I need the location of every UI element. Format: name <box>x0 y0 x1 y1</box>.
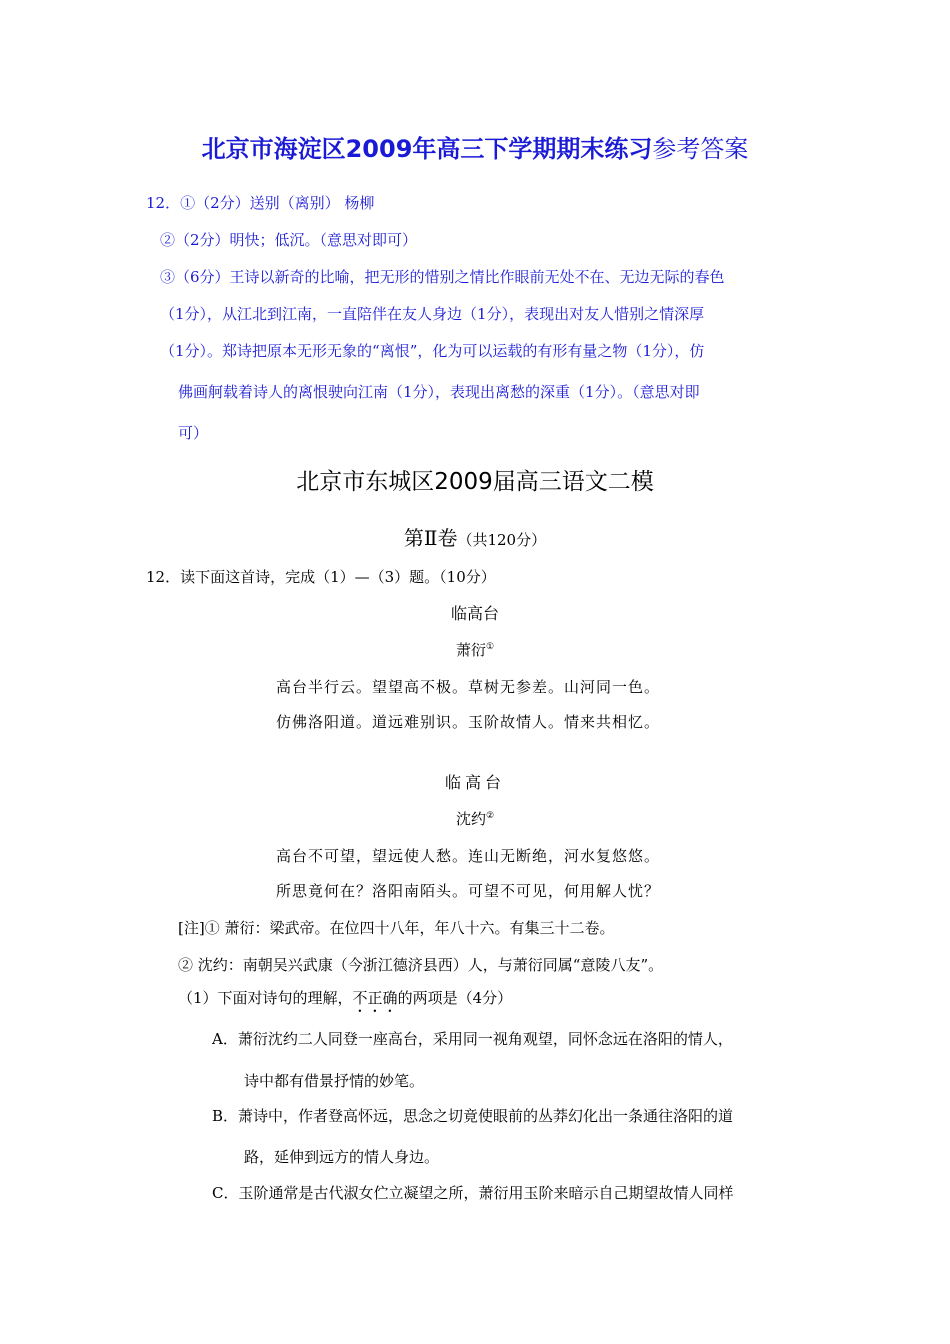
poem2-footnote-mark: ② <box>485 811 495 821</box>
option-b-line1: B．萧诗中，作者登高怀远，思念之切竟使眼前的丛莽幻化出一条通往洛阳的道 <box>212 1107 734 1125</box>
volume-main: 第Ⅱ卷 <box>403 526 458 550</box>
answer-line: 佛画舸载着诗人的离恨驶向江南（1分），表现出离愁的深重（1分）。（意思对即 <box>178 383 700 401</box>
answer-title <box>0 134 950 164</box>
answer-line: （1分），从江北到江南，一直陪伴在友人身边（1分），表现出对友人惜别之情深厚 <box>160 305 705 323</box>
poem2-title: 临高台 <box>444 773 505 792</box>
volume-sub: （共120分） <box>457 531 547 549</box>
poem2-author-name: 沈约 <box>455 810 486 828</box>
option-c-line1: C．玉阶通常是古代淑女伫立凝望之所，萧衍用玉阶来暗示自己期望故情人同样 <box>212 1184 734 1202</box>
answer-line: 12．①（2分）送别（离别） 杨柳 <box>146 194 375 212</box>
footnote-2: ② 沈约：南朝吴兴武康（今浙江德济县西）人，与萧衍同属“意陵八友”。 <box>178 956 664 974</box>
emphasis-not-correct: 不正确 <box>352 989 398 1007</box>
sub-question-1-prefix: （1）下面对诗句的理解， <box>178 989 353 1007</box>
poem1-author <box>0 640 950 660</box>
question-stem: 12．读下面这首诗，完成（1）—（3）题。（10分） <box>146 568 496 586</box>
poem2-line: 高台不可望，望远使人愁。连山无断绝，河水复悠悠。 <box>276 847 661 865</box>
answer-title-bold: 北京市海淀区2009年高三下学期期末练习 <box>201 135 653 163</box>
poem1-footnote-mark: ① <box>485 642 495 652</box>
poem1-line: 高台半行云。望望高不极。草树无参差。山河同一色。 <box>276 678 661 696</box>
footnote-1: [注]① 萧衍：梁武帝。在位四十八年，年八十六。有集三十二卷。 <box>178 919 615 937</box>
sub-question-1 <box>178 988 512 1016</box>
answer-line: 可） <box>178 424 209 442</box>
answer-line: ②（2分）明快；低沉。（意思对即可） <box>160 231 418 249</box>
poem2-author <box>0 809 950 829</box>
poem1-line: 仿佛洛阳道。道远难别识。玉阶故情人。情来共相忆。 <box>276 713 661 731</box>
volume-heading <box>0 525 950 553</box>
poem1-author-name: 萧衍 <box>455 641 486 659</box>
answer-line: （1分）。郑诗把原本无形无象的“离恨”，化为可以运载的有形有量之物（1分），仿 <box>160 342 705 360</box>
option-a-line2: 诗中都有借景抒情的妙笔。 <box>244 1072 425 1090</box>
answer-line: ③（6分）王诗以新奇的比喻，把无形的惜别之情比作眼前无处不在、无边无际的春色 <box>160 268 725 286</box>
poem1-title: 临高台 <box>450 604 499 623</box>
option-a-line1: A．萧衍沈约二人同登一座高台，采用同一视角观望，同怀念远在洛阳的情人， <box>212 1030 733 1048</box>
answer-title-tail: 参考答案 <box>652 135 749 163</box>
poem2-line: 所思竟何在？洛阳南陌头。可望不可见，何用解人忧？ <box>276 882 661 900</box>
sub-question-1-suffix: 的两项是（4分） <box>397 989 513 1007</box>
option-b-line2: 路，延伸到远方的情人身边。 <box>244 1148 440 1166</box>
exam-title: 北京市东城区2009届高三语文二模 <box>296 469 654 495</box>
